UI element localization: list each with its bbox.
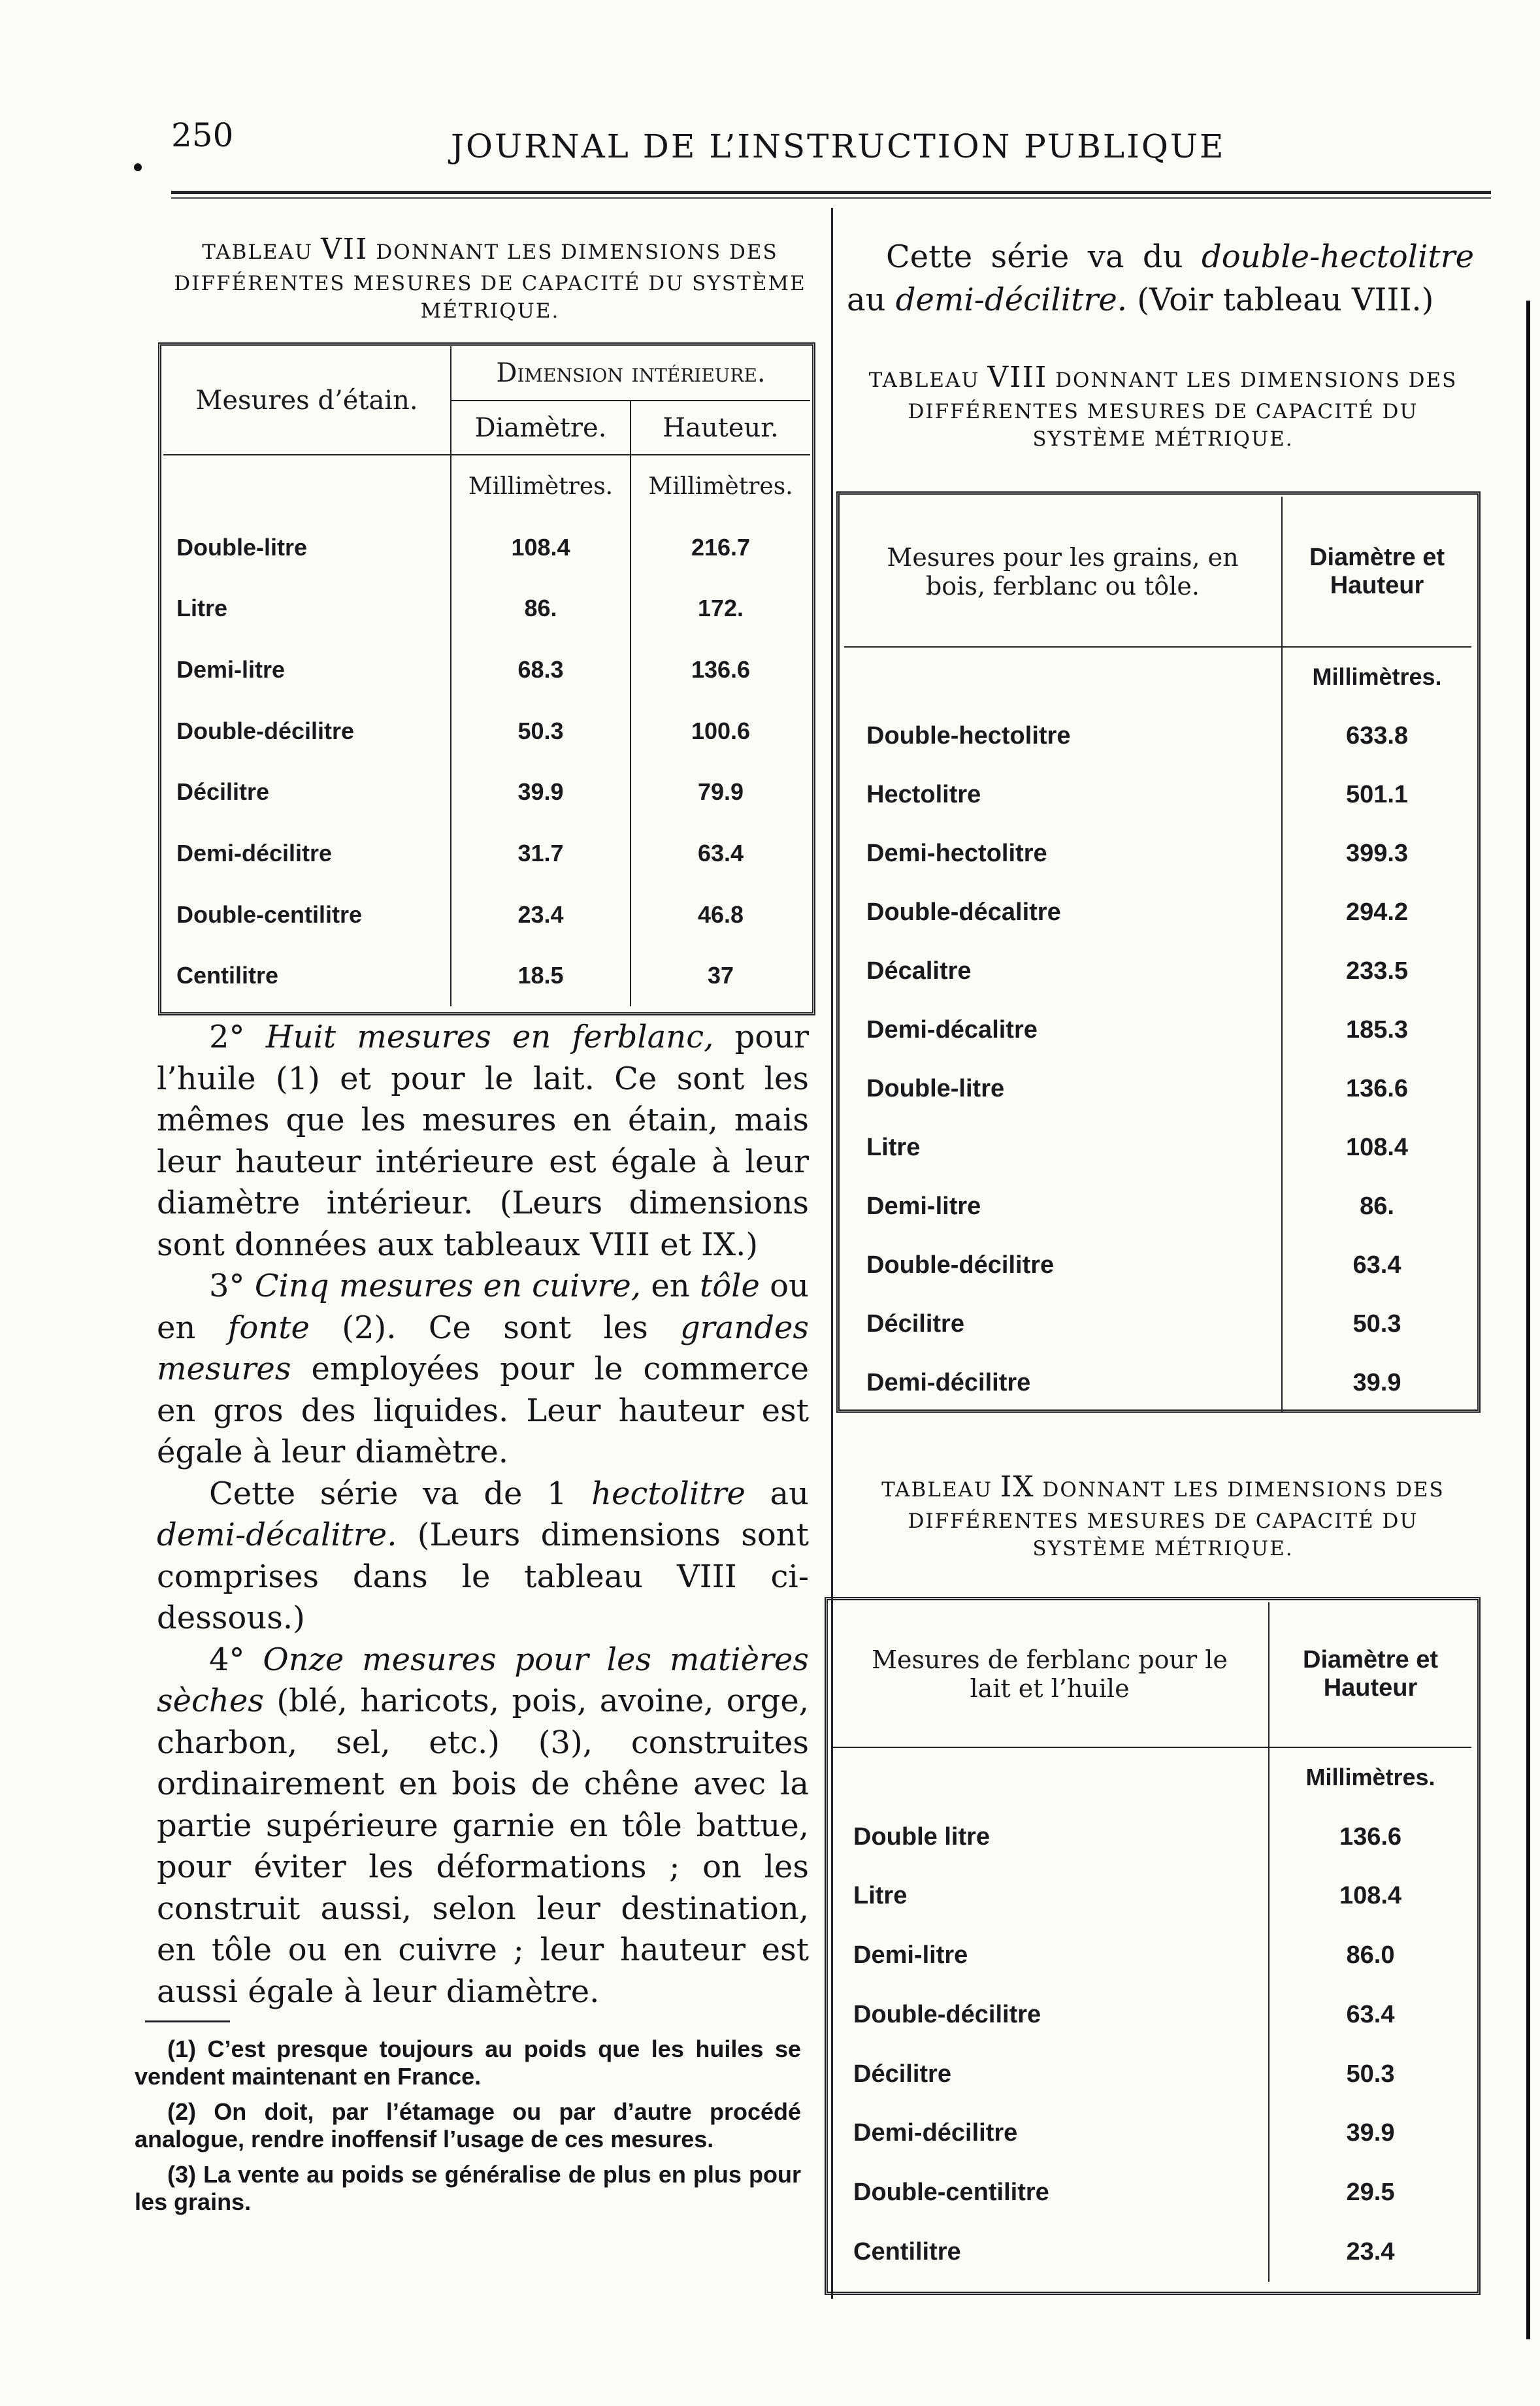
table-row — [831, 2222, 1471, 2282]
table7-col-group: Dimension intérieure. — [451, 346, 810, 401]
table-row — [844, 1000, 1471, 1059]
paragraph-text: pour l’huile (1) et pour le lait. Ce sont les mêmes que les mesures en étain, mais leur hauteur intérieure est égale à leur diamètre intérieur. (Leurs dimensions sont données aux tableaux VIII et IX.) — [157, 1019, 809, 1263]
margin-rule — [1526, 301, 1530, 2339]
table8-col-dim: Diamètre et Hauteur — [1282, 497, 1471, 647]
table-row — [844, 1177, 1471, 1236]
table7-row-diam: 39.9 — [451, 761, 631, 823]
page-number: 250 — [171, 116, 234, 154]
table7-col-haut: Hauteur. — [631, 401, 810, 455]
table9-row-name: Double-centilitre — [831, 2163, 1269, 2222]
table-row — [844, 706, 1471, 765]
emphasis: double-hectolitre — [1202, 239, 1474, 275]
table7-row-name: Centilitre — [163, 945, 451, 1006]
header-rule — [171, 191, 1491, 194]
table7-row-name: Litre — [163, 578, 451, 640]
item-number: 4° — [209, 1641, 245, 1678]
table-row — [163, 945, 810, 1006]
emphasis: Cinq mesures en cuivre, — [254, 1268, 642, 1304]
table-row — [844, 883, 1471, 942]
emphasis: hectolitre — [591, 1475, 745, 1512]
table7-caption-numeral: VII — [321, 233, 369, 266]
table7-caption-prefix: TABLEAU — [202, 240, 314, 264]
table8-row-value: 108.4 — [1345, 1133, 1409, 1161]
table7-row-diam: 68.3 — [451, 639, 631, 700]
table9-row-value: 39.9 — [1346, 2119, 1395, 2147]
table7-col-name: Mesures d’étain. — [163, 346, 451, 455]
table9-col-dim: Diamètre et Hauteur — [1269, 1602, 1471, 1747]
table-row — [163, 639, 810, 700]
table8-row-name: Double-litre — [844, 1059, 1282, 1118]
table8-row-name: Double-décilitre — [844, 1236, 1282, 1294]
paragraph — [157, 1266, 809, 1474]
paragraph-text: en — [651, 1268, 690, 1304]
table-row — [831, 2104, 1471, 2164]
table8-row-value: 86. — [1360, 1192, 1394, 1220]
table7-row-diam: 18.5 — [451, 945, 631, 1006]
table8-caption — [849, 358, 1477, 453]
right-lead-text — [847, 235, 1474, 321]
stray-dot — [134, 163, 142, 171]
table8-row-name: Demi-décalitre — [844, 1000, 1282, 1059]
table-row — [163, 517, 810, 578]
table8-row-value: 633.8 — [1345, 721, 1409, 750]
table7-caption-rest: DONNANT LES DIMENSIONS DES DIFFÉRENTES MESURES DE CAPACITÉ DU SYSTÈME MÉTRIQUE. — [174, 240, 806, 323]
table-row — [844, 1236, 1471, 1294]
table8-row-value: 294.2 — [1345, 898, 1409, 926]
table8-col-name: Mesures pour les grains, en bois, ferblanc ou tôle. — [844, 497, 1282, 647]
table9-row-name: Demi-litre — [831, 1926, 1269, 1985]
table9-row-value: 29.5 — [1346, 2179, 1395, 2207]
table7-row-name: Demi-litre — [163, 639, 451, 700]
table-row — [163, 578, 810, 640]
table7-row-name: Double-litre — [163, 517, 451, 578]
table8-row-name: Demi-litre — [844, 1177, 1282, 1236]
table7-row-haut: 100.6 — [691, 717, 751, 744]
emphasis: tôle — [699, 1268, 760, 1304]
table8 — [844, 497, 1471, 1412]
paragraph-text: au — [770, 1475, 809, 1512]
table8-row-name: Demi-décilitre — [844, 1353, 1282, 1412]
table9-row-value: 23.4 — [1346, 2238, 1395, 2266]
paragraph-text: employées pour le commerce en gros des liquides. Leur hauteur est égale à leur diamètre. — [157, 1351, 809, 1470]
table-row — [831, 1926, 1471, 1985]
table-row — [831, 2163, 1471, 2222]
table9-row-name: Centilitre — [831, 2222, 1269, 2282]
table8-row-value: 50.3 — [1352, 1310, 1401, 1338]
table-row — [831, 2045, 1471, 2104]
table-row — [844, 824, 1471, 883]
table7-row-haut: 216.7 — [691, 533, 751, 561]
table-row — [844, 1118, 1471, 1177]
table8-row-value: 501.1 — [1345, 780, 1409, 808]
table9-row-value: 108.4 — [1339, 1882, 1402, 1910]
table9-caption-rest: DONNANT LES DIMENSIONS DES DIFFÉRENTES MESURES DE CAPACITÉ DU SYSTÈME MÉTRIQUE. — [908, 1478, 1445, 1561]
table9-caption-numeral: IX — [1000, 1470, 1035, 1504]
left-body-text — [157, 1017, 809, 2013]
paragraph — [157, 1017, 809, 1266]
table8-row-name: Double-décalitre — [844, 883, 1282, 942]
table7-row-name: Décilitre — [163, 761, 451, 823]
table7-row-name: Double-décilitre — [163, 700, 451, 762]
table9-unit: Millimètres. — [1305, 1764, 1435, 1791]
table-row — [844, 1353, 1471, 1412]
footnote: (1) C’est presque toujours au poids que les huiles se vendent maintenant en France. — [135, 2035, 801, 2090]
table8-row-value: 63.4 — [1352, 1251, 1401, 1279]
table7-row-name: Demi-décilitre — [163, 823, 451, 884]
table9-caption — [849, 1468, 1477, 1563]
table7-row-haut: 37 — [707, 962, 734, 989]
table-row — [163, 884, 810, 946]
table8-row-name: Demi-hectolitre — [844, 824, 1282, 883]
table7-unit-diam: Millimètres. — [451, 455, 631, 517]
paragraph-text: ou en — [157, 1268, 809, 1346]
table8-row-value: 233.5 — [1345, 957, 1409, 985]
emphasis: fonte — [227, 1309, 310, 1346]
emphasis: Huit mesures en ferblanc, — [265, 1019, 714, 1055]
table-row — [163, 823, 810, 884]
table7 — [163, 346, 810, 1006]
table7-row-haut: 172. — [697, 595, 744, 622]
table9-col-name: Mesures de ferblanc pour le lait et l’huile — [831, 1602, 1269, 1747]
table7-row-diam: 31.7 — [451, 823, 631, 884]
header-rule-thin — [171, 197, 1491, 199]
table-row — [844, 942, 1471, 1000]
table8-row-value: 39.9 — [1352, 1368, 1401, 1396]
table8-caption-prefix: TABLEAU — [868, 369, 980, 392]
table7-row-diam: 108.4 — [451, 517, 631, 578]
table9-row-value: 63.4 — [1346, 2000, 1395, 2028]
paragraph-text: (blé, haricots, pois, avoine, orge, charbon, sel, etc.) (3), construites ordinairement en bois de chêne avec la partie supérieure garnie en tôle battue, pour éviter les déformations ; on les construit aussi, selon leur destination, en tôle ou en cuivre ; leur hauteur est aussi égale à leur diamètre. — [157, 1683, 810, 2010]
table9-row-name: Double-décilitre — [831, 1985, 1269, 2045]
table9-row-name: Décilitre — [831, 2045, 1269, 2104]
footnote: (3) La vente au poids se généralise de plus en plus pour les grains. — [135, 2161, 801, 2215]
table7-row-haut: 79.9 — [697, 778, 744, 806]
table-row — [831, 1866, 1471, 1926]
table7-row-diam: 50.3 — [451, 700, 631, 762]
table8-row-name: Double-hectolitre — [844, 706, 1282, 765]
paragraph-text: Cette série va du — [886, 239, 1183, 275]
table-row — [163, 700, 810, 762]
table7-row-diam: 23.4 — [451, 884, 631, 946]
table9-row-value: 86.0 — [1346, 1941, 1395, 1969]
table7-row-diam: 86. — [451, 578, 631, 640]
running-title: JOURNAL DE L’INSTRUCTION PUBLIQUE — [451, 127, 1226, 165]
table8-row-value: 136.6 — [1345, 1074, 1409, 1102]
footnote: (2) On doit, par l’étamage ou par d’autre procédé analogue, rendre inoffensif l’usage de ces mesures. — [135, 2098, 801, 2152]
table7-row-haut: 136.6 — [691, 656, 751, 684]
paragraph-text: (Leurs dimensions sont comprises dans le tableau VIII ci-dessous.) — [157, 1517, 809, 1636]
paragraph — [157, 1474, 809, 1640]
table8-caption-rest: DONNANT LES DIMENSIONS DES DIFFÉRENTES MESURES DE CAPACITÉ DU SYSTÈME MÉTRIQUE. — [908, 369, 1458, 452]
emphasis: grandes mesures — [157, 1309, 810, 1387]
paragraph-text: (2). Ce sont les — [342, 1309, 648, 1346]
emphasis: demi-décalitre. — [157, 1517, 397, 1553]
table-row — [831, 1985, 1471, 2045]
table-row — [163, 761, 810, 823]
table8-row-value: 399.3 — [1345, 839, 1409, 867]
table8-row-value: 185.3 — [1345, 1015, 1409, 1044]
table9-row-name: Double litre — [831, 1807, 1269, 1867]
footnotes — [135, 2035, 801, 2224]
table7-row-haut: 63.4 — [697, 839, 744, 866]
table9-row-name: Litre — [831, 1866, 1269, 1926]
table8-row-name: Litre — [844, 1118, 1282, 1177]
table-row — [831, 1807, 1471, 1867]
paragraph-text: au — [847, 282, 886, 318]
item-number: 3° — [209, 1268, 245, 1304]
table9 — [831, 1602, 1471, 2282]
table9-row-value: 50.3 — [1346, 2060, 1395, 2088]
table-row — [844, 1294, 1471, 1353]
table7-col-diam: Diamètre. — [451, 401, 631, 455]
table9-caption-prefix: TABLEAU — [881, 1478, 993, 1502]
table-row — [844, 1059, 1471, 1118]
paragraph-text: Cette série va de 1 — [209, 1475, 567, 1512]
table7-unit-haut: Millimètres. — [648, 472, 793, 500]
item-number: 2° — [209, 1019, 245, 1055]
emphasis: demi-décilitre. — [895, 282, 1127, 318]
table9-row-name: Demi-décilitre — [831, 2104, 1269, 2164]
paragraph-text: (Voir tableau VIII.) — [1137, 282, 1434, 318]
table8-row-name: Hectolitre — [844, 765, 1282, 824]
emphasis: Onze mesures pour les matières sèches — [157, 1641, 810, 1719]
table-row — [844, 765, 1471, 824]
paragraph — [157, 1640, 809, 2013]
table8-caption-numeral: VIII — [987, 361, 1048, 394]
footnote-rule — [145, 2020, 230, 2022]
table8-row-name: Décilitre — [844, 1294, 1282, 1353]
table7-caption — [170, 230, 810, 325]
table8-row-name: Décalitre — [844, 942, 1282, 1000]
table9-row-value: 136.6 — [1339, 1822, 1402, 1851]
table8-unit: Millimètres. — [1312, 663, 1442, 690]
table7-row-haut: 46.8 — [697, 900, 744, 928]
table7-row-name: Double-centilitre — [163, 884, 451, 946]
